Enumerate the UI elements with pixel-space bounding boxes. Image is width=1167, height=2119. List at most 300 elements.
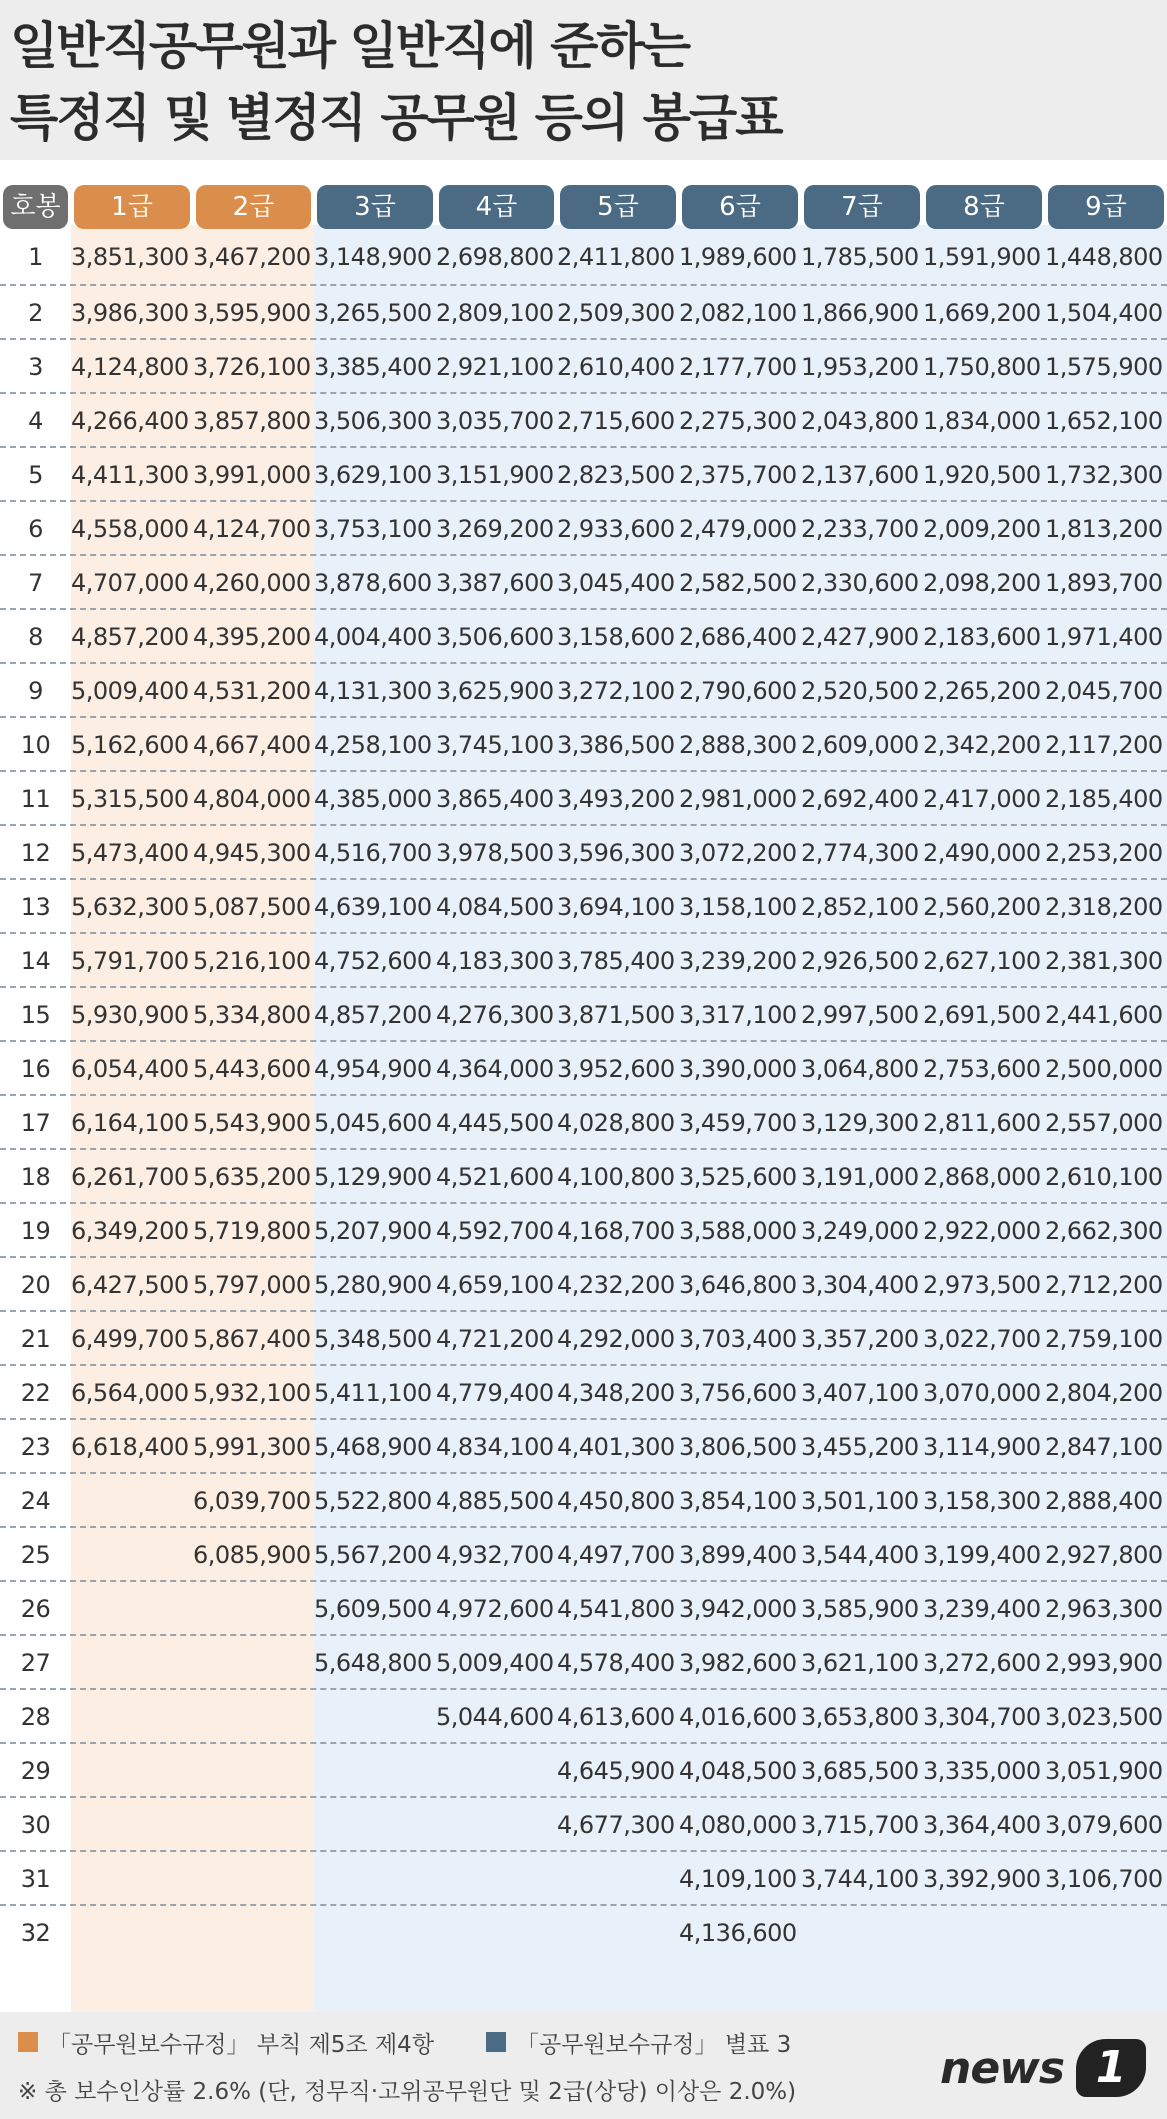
salary-cell: 5,930,900 xyxy=(71,1001,189,1029)
header-hobong: 호봉 xyxy=(3,185,68,229)
salary-cell: 3,455,200 xyxy=(801,1433,919,1461)
salary-cell: 4,401,300 xyxy=(557,1433,675,1461)
table-row xyxy=(0,1796,1167,1850)
hobong-cell: 26 xyxy=(20,1595,51,1623)
salary-cell: 5,009,400 xyxy=(436,1649,554,1677)
salary-cell xyxy=(71,1582,187,1636)
hobong-cell: 3 xyxy=(28,353,43,381)
salary-cell: 3,506,600 xyxy=(436,623,554,651)
salary-cell xyxy=(193,1636,308,1690)
salary-cell: 3,986,300 xyxy=(71,299,189,327)
hobong-cell: 16 xyxy=(20,1055,51,1083)
hobong-cell: 7 xyxy=(28,569,43,597)
hobong-cell: 18 xyxy=(20,1163,51,1191)
salary-cell: 3,467,200 xyxy=(193,243,311,271)
salary-cell: 2,993,900 xyxy=(1045,1649,1163,1677)
salary-cell: 3,239,400 xyxy=(923,1595,1041,1623)
salary-cell: 6,618,400 xyxy=(71,1433,189,1461)
salary-cell: 1,834,000 xyxy=(923,407,1041,435)
salary-cell: 2,753,600 xyxy=(923,1055,1041,1083)
blue-legend-swatch xyxy=(486,2032,506,2052)
salary-cell: 1,591,900 xyxy=(923,243,1041,271)
salary-cell: 3,357,200 xyxy=(801,1325,919,1353)
salary-cell: 5,648,800 xyxy=(314,1649,432,1677)
salary-cell: 1,989,600 xyxy=(679,243,797,271)
title-line-2: 특정직 및 별정직 공무원 등의 봉급표 xyxy=(10,89,782,147)
salary-cell: 1,575,900 xyxy=(1045,353,1163,381)
salary-cell: 4,857,200 xyxy=(314,1001,432,1029)
salary-cell: 3,459,700 xyxy=(679,1109,797,1137)
salary-cell: 4,131,300 xyxy=(314,677,432,705)
salary-cell: 3,386,500 xyxy=(557,731,675,759)
salary-cell: 1,732,300 xyxy=(1045,461,1163,489)
table-row xyxy=(0,1688,1167,1742)
salary-cell: 2,973,500 xyxy=(923,1271,1041,1299)
salary-cell: 3,304,700 xyxy=(923,1703,1041,1731)
table-row xyxy=(0,824,1167,878)
salary-cell: 4,804,000 xyxy=(193,785,311,813)
salary-cell xyxy=(71,1528,187,1582)
salary-cell: 5,632,300 xyxy=(71,893,189,921)
salary-cell: 5,162,600 xyxy=(71,731,189,759)
salary-cell: 4,292,000 xyxy=(557,1325,675,1353)
salary-cell: 6,349,200 xyxy=(71,1217,189,1245)
salary-cell xyxy=(314,1690,430,1744)
salary-cell: 2,981,000 xyxy=(679,785,797,813)
salary-cell: 3,051,900 xyxy=(1045,1757,1163,1785)
hobong-cell: 32 xyxy=(20,1919,51,1947)
salary-cell: 4,232,200 xyxy=(557,1271,675,1299)
salary-cell: 4,578,400 xyxy=(557,1649,675,1677)
hobong-cell: 17 xyxy=(20,1109,51,1137)
salary-cell: 3,390,000 xyxy=(679,1055,797,1083)
hobong-cell: 12 xyxy=(20,839,51,867)
hobong-cell: 21 xyxy=(20,1325,51,1353)
title-line-1: 일반직공무원과 일반직에 준하는 xyxy=(10,17,690,75)
salary-cell xyxy=(314,1852,430,1906)
table-row xyxy=(0,716,1167,770)
salary-cell xyxy=(923,1906,1039,1960)
salary-cell: 5,522,800 xyxy=(314,1487,432,1515)
salary-cell: 5,129,900 xyxy=(314,1163,432,1191)
salary-cell: 3,854,100 xyxy=(679,1487,797,1515)
salary-cell: 4,260,000 xyxy=(193,569,311,597)
table-row xyxy=(0,662,1167,716)
salary-cell: 3,045,400 xyxy=(557,569,675,597)
table-row xyxy=(0,1472,1167,1526)
salary-cell: 1,866,900 xyxy=(801,299,919,327)
salary-cell xyxy=(436,1798,551,1852)
salary-cell: 4,450,800 xyxy=(557,1487,675,1515)
salary-cell: 6,164,100 xyxy=(71,1109,189,1137)
salary-cell: 1,652,100 xyxy=(1045,407,1163,435)
salary-cell: 1,893,700 xyxy=(1045,569,1163,597)
salary-cell: 6,085,900 xyxy=(193,1541,311,1569)
salary-cell: 4,028,800 xyxy=(557,1109,675,1137)
salary-cell xyxy=(71,1906,187,1960)
hobong-cell: 27 xyxy=(20,1649,51,1677)
salary-cell: 2,933,600 xyxy=(557,515,675,543)
salary-cell: 4,667,400 xyxy=(193,731,311,759)
table-row xyxy=(0,1202,1167,1256)
salary-cell xyxy=(314,1906,430,1960)
salary-cell: 2,411,800 xyxy=(557,243,675,271)
hobong-cell: 20 xyxy=(20,1271,51,1299)
salary-cell: 3,991,000 xyxy=(193,461,311,489)
salary-cell: 1,953,200 xyxy=(801,353,919,381)
salary-cell: 2,691,500 xyxy=(923,1001,1041,1029)
hobong-cell: 19 xyxy=(20,1217,51,1245)
salary-cell: 2,888,300 xyxy=(679,731,797,759)
salary-cell: 3,364,400 xyxy=(923,1811,1041,1839)
salary-cell: 3,646,800 xyxy=(679,1271,797,1299)
salary-cell: 4,124,700 xyxy=(193,515,311,543)
salary-cell: 2,610,100 xyxy=(1045,1163,1163,1191)
salary-cell: 4,183,300 xyxy=(436,947,554,975)
hobong-cell: 1 xyxy=(28,243,43,271)
salary-cell: 3,952,600 xyxy=(557,1055,675,1083)
salary-cell: 3,525,600 xyxy=(679,1163,797,1191)
salary-cell: 3,785,400 xyxy=(557,947,675,975)
header-grade-7: 7급 xyxy=(804,185,920,229)
table-row xyxy=(0,1418,1167,1472)
salary-cell: 4,276,300 xyxy=(436,1001,554,1029)
salary-cell xyxy=(71,1744,187,1798)
salary-cell: 4,100,800 xyxy=(557,1163,675,1191)
hobong-cell: 14 xyxy=(20,947,51,975)
salary-cell xyxy=(314,1744,430,1798)
salary-cell: 3,064,800 xyxy=(801,1055,919,1083)
salary-cell: 5,719,800 xyxy=(193,1217,311,1245)
salary-cell: 1,669,200 xyxy=(923,299,1041,327)
salary-cell: 4,016,600 xyxy=(679,1703,797,1731)
salary-cell: 5,334,800 xyxy=(193,1001,311,1029)
salary-cell: 3,239,200 xyxy=(679,947,797,975)
salary-cell: 4,109,100 xyxy=(679,1865,797,1893)
salary-cell xyxy=(314,1798,430,1852)
salary-cell: 2,441,600 xyxy=(1045,1001,1163,1029)
salary-cell: 4,707,000 xyxy=(71,569,189,597)
salary-cell: 4,932,700 xyxy=(436,1541,554,1569)
salary-cell: 2,318,200 xyxy=(1045,893,1163,921)
salary-cell: 3,106,700 xyxy=(1045,1865,1163,1893)
salary-cell: 3,269,200 xyxy=(436,515,554,543)
hobong-cell: 13 xyxy=(20,893,51,921)
salary-cell: 3,114,900 xyxy=(923,1433,1041,1461)
salary-cell: 6,499,700 xyxy=(71,1325,189,1353)
salary-cell: 4,857,200 xyxy=(71,623,189,651)
salary-cell: 5,348,500 xyxy=(314,1325,432,1353)
salary-cell: 2,759,100 xyxy=(1045,1325,1163,1353)
salary-cell: 4,348,200 xyxy=(557,1379,675,1407)
hobong-cell: 23 xyxy=(20,1433,51,1461)
salary-cell: 2,609,000 xyxy=(801,731,919,759)
salary-cell: 4,080,000 xyxy=(679,1811,797,1839)
salary-cell: 1,750,800 xyxy=(923,353,1041,381)
salary-cell xyxy=(71,1852,187,1906)
table-row xyxy=(0,1310,1167,1364)
salary-cell xyxy=(71,1636,187,1690)
salary-cell: 6,039,700 xyxy=(193,1487,311,1515)
salary-cell: 2,847,100 xyxy=(1045,1433,1163,1461)
table-row xyxy=(0,1742,1167,1796)
table-row xyxy=(0,1040,1167,1094)
salary-cell: 3,653,800 xyxy=(801,1703,919,1731)
blue-legend-label: 「공무원보수규정」 별표 3 xyxy=(516,2032,792,2058)
salary-cell: 3,148,900 xyxy=(314,243,432,271)
table-row xyxy=(0,770,1167,824)
salary-cell: 5,045,600 xyxy=(314,1109,432,1137)
salary-cell: 2,183,600 xyxy=(923,623,1041,651)
salary-cell: 1,448,800 xyxy=(1045,243,1163,271)
salary-cell: 1,920,500 xyxy=(923,461,1041,489)
salary-cell: 1,785,500 xyxy=(801,243,919,271)
salary-cell: 3,023,500 xyxy=(1045,1703,1163,1731)
salary-cell: 4,084,500 xyxy=(436,893,554,921)
salary-cell xyxy=(557,1852,673,1906)
header-grade-8: 8급 xyxy=(926,185,1042,229)
salary-cell: 3,151,900 xyxy=(436,461,554,489)
salary-cell: 2,490,000 xyxy=(923,839,1041,867)
salary-cell xyxy=(71,1798,187,1852)
salary-cell: 2,427,900 xyxy=(801,623,919,651)
salary-cell: 3,588,000 xyxy=(679,1217,797,1245)
salary-cell: 5,932,100 xyxy=(193,1379,311,1407)
salary-cell: 5,991,300 xyxy=(193,1433,311,1461)
salary-cell: 5,315,500 xyxy=(71,785,189,813)
header-grade-1: 1급 xyxy=(74,185,190,229)
salary-cell: 2,560,200 xyxy=(923,893,1041,921)
hobong-cell: 8 xyxy=(28,623,43,651)
salary-cell: 3,191,000 xyxy=(801,1163,919,1191)
salary-cell: 3,621,100 xyxy=(801,1649,919,1677)
logo-text: news xyxy=(940,2043,1065,2094)
salary-cell: 2,043,800 xyxy=(801,407,919,435)
salary-cell: 4,659,100 xyxy=(436,1271,554,1299)
salary-cell: 2,921,100 xyxy=(436,353,554,381)
salary-cell: 2,265,200 xyxy=(923,677,1041,705)
table-row xyxy=(0,392,1167,446)
salary-cell: 2,888,400 xyxy=(1045,1487,1163,1515)
table-row xyxy=(0,446,1167,500)
header-grade-5: 5급 xyxy=(560,185,676,229)
salary-cell: 3,544,400 xyxy=(801,1541,919,1569)
salary-cell: 4,258,100 xyxy=(314,731,432,759)
salary-cell: 5,009,400 xyxy=(71,677,189,705)
hobong-cell: 24 xyxy=(20,1487,51,1515)
salary-cell: 2,662,300 xyxy=(1045,1217,1163,1245)
salary-cell: 3,851,300 xyxy=(71,243,189,271)
salary-cell: 2,686,400 xyxy=(679,623,797,651)
salary-cell: 3,585,900 xyxy=(801,1595,919,1623)
salary-cell: 2,811,600 xyxy=(923,1109,1041,1137)
salary-cell: 4,124,800 xyxy=(71,353,189,381)
salary-cell: 3,070,000 xyxy=(923,1379,1041,1407)
salary-cell: 3,335,000 xyxy=(923,1757,1041,1785)
salary-cell: 2,926,500 xyxy=(801,947,919,975)
news1-logo xyxy=(940,2039,1150,2099)
table-row xyxy=(0,1148,1167,1202)
salary-cell: 2,557,000 xyxy=(1045,1109,1163,1137)
salary-cell: 2,692,400 xyxy=(801,785,919,813)
salary-cell: 3,982,600 xyxy=(679,1649,797,1677)
salary-cell: 3,506,300 xyxy=(314,407,432,435)
salary-cell: 4,954,900 xyxy=(314,1055,432,1083)
table-row xyxy=(0,1256,1167,1310)
salary-cell: 2,275,300 xyxy=(679,407,797,435)
salary-cell: 4,885,500 xyxy=(436,1487,554,1515)
salary-cell: 3,899,400 xyxy=(679,1541,797,1569)
table-row xyxy=(0,1850,1167,1904)
salary-cell: 3,806,500 xyxy=(679,1433,797,1461)
salary-cell: 2,479,000 xyxy=(679,515,797,543)
table-row xyxy=(0,1634,1167,1688)
salary-cell: 2,868,000 xyxy=(923,1163,1041,1191)
salary-cell: 5,609,500 xyxy=(314,1595,432,1623)
salary-cell: 3,685,500 xyxy=(801,1757,919,1785)
salary-cell: 5,207,900 xyxy=(314,1217,432,1245)
salary-cell xyxy=(193,1798,308,1852)
table-row xyxy=(0,284,1167,338)
salary-cell: 3,272,600 xyxy=(923,1649,1041,1677)
salary-cell: 4,541,800 xyxy=(557,1595,675,1623)
salary-cell: 2,509,300 xyxy=(557,299,675,327)
salary-cell: 3,129,300 xyxy=(801,1109,919,1137)
table-row xyxy=(0,1904,1167,1958)
footer xyxy=(0,2012,1167,2119)
salary-cell: 2,520,500 xyxy=(801,677,919,705)
salary-cell: 3,878,600 xyxy=(314,569,432,597)
salary-cell: 5,087,500 xyxy=(193,893,311,921)
salary-cell: 2,009,200 xyxy=(923,515,1041,543)
salary-cell xyxy=(1045,1906,1161,1960)
hobong-cell: 9 xyxy=(28,677,43,705)
salary-cell: 3,703,400 xyxy=(679,1325,797,1353)
salary-cell: 2,963,300 xyxy=(1045,1595,1163,1623)
salary-cell: 4,136,600 xyxy=(679,1919,797,1947)
salary-cell: 3,753,100 xyxy=(314,515,432,543)
table-row xyxy=(0,230,1167,284)
salary-cell: 2,922,000 xyxy=(923,1217,1041,1245)
salary-cell: 3,744,100 xyxy=(801,1865,919,1893)
salary-cell: 5,567,200 xyxy=(314,1541,432,1569)
salary-cell: 2,774,300 xyxy=(801,839,919,867)
salary-cell: 2,137,600 xyxy=(801,461,919,489)
salary-cell: 5,468,900 xyxy=(314,1433,432,1461)
header-grade-2: 2급 xyxy=(196,185,311,229)
salary-cell: 3,035,700 xyxy=(436,407,554,435)
salary-cell: 2,715,600 xyxy=(557,407,675,435)
salary-cell: 1,813,200 xyxy=(1045,515,1163,543)
salary-cell: 3,265,500 xyxy=(314,299,432,327)
hobong-cell: 2 xyxy=(28,299,43,327)
salary-cell: 2,997,500 xyxy=(801,1001,919,1029)
salary-cell: 3,857,800 xyxy=(193,407,311,435)
salary-cell: 4,521,600 xyxy=(436,1163,554,1191)
salary-cell: 2,045,700 xyxy=(1045,677,1163,705)
salary-cell: 5,635,200 xyxy=(193,1163,311,1191)
salary-cell: 4,168,700 xyxy=(557,1217,675,1245)
salary-cell: 4,645,900 xyxy=(557,1757,675,1785)
salary-cell: 3,694,100 xyxy=(557,893,675,921)
salary-cell xyxy=(71,1690,187,1744)
salary-cell: 3,726,100 xyxy=(193,353,311,381)
salary-cell: 5,411,100 xyxy=(314,1379,432,1407)
table-row xyxy=(0,986,1167,1040)
salary-cell: 2,375,700 xyxy=(679,461,797,489)
salary-cell: 4,721,200 xyxy=(436,1325,554,1353)
salary-cell xyxy=(193,1744,308,1798)
salary-cell: 4,639,100 xyxy=(314,893,432,921)
salary-cell: 4,497,700 xyxy=(557,1541,675,1569)
hobong-cell: 25 xyxy=(20,1541,51,1569)
salary-cell: 6,564,000 xyxy=(71,1379,189,1407)
salary-cell: 3,865,400 xyxy=(436,785,554,813)
salary-cell: 2,582,500 xyxy=(679,569,797,597)
salary-cell: 5,791,700 xyxy=(71,947,189,975)
salary-cell: 2,417,000 xyxy=(923,785,1041,813)
salary-cell: 4,945,300 xyxy=(193,839,311,867)
table-row xyxy=(0,554,1167,608)
salary-cell: 3,501,100 xyxy=(801,1487,919,1515)
salary-cell: 3,756,600 xyxy=(679,1379,797,1407)
salary-cell: 6,427,500 xyxy=(71,1271,189,1299)
table-row xyxy=(0,608,1167,662)
salary-cell: 2,185,400 xyxy=(1045,785,1163,813)
salary-cell xyxy=(557,1906,673,1960)
salary-cell: 3,158,100 xyxy=(679,893,797,921)
salary-cell: 5,867,400 xyxy=(193,1325,311,1353)
salary-cell xyxy=(801,1906,917,1960)
salary-cell: 4,048,500 xyxy=(679,1757,797,1785)
salary-cell: 4,834,100 xyxy=(436,1433,554,1461)
salary-cell: 4,364,000 xyxy=(436,1055,554,1083)
salary-cell: 2,698,800 xyxy=(436,243,554,271)
salary-cell: 4,592,700 xyxy=(436,1217,554,1245)
salary-cell: 3,493,200 xyxy=(557,785,675,813)
salary-cell: 6,261,700 xyxy=(71,1163,189,1191)
salary-cell: 4,445,500 xyxy=(436,1109,554,1137)
salary-cell: 2,852,100 xyxy=(801,893,919,921)
salary-cell: 3,249,000 xyxy=(801,1217,919,1245)
salary-cell: 3,272,100 xyxy=(557,677,675,705)
hobong-cell: 28 xyxy=(20,1703,51,1731)
salary-cell: 2,253,200 xyxy=(1045,839,1163,867)
salary-cell: 3,158,600 xyxy=(557,623,675,651)
salary-cell: 2,927,800 xyxy=(1045,1541,1163,1569)
hobong-cell: 4 xyxy=(28,407,43,435)
salary-cell: 3,158,300 xyxy=(923,1487,1041,1515)
salary-cell: 5,443,600 xyxy=(193,1055,311,1083)
hobong-cell: 22 xyxy=(20,1379,51,1407)
salary-cell: 3,304,400 xyxy=(801,1271,919,1299)
salary-cell: 4,411,300 xyxy=(71,461,189,489)
salary-cell: 2,381,300 xyxy=(1045,947,1163,975)
salary-cell xyxy=(436,1744,551,1798)
salary-cell: 5,044,600 xyxy=(436,1703,554,1731)
salary-cell: 2,117,200 xyxy=(1045,731,1163,759)
orange-legend-label: 「공무원보수규정」 부칙 제5조 제4항 xyxy=(48,2032,435,2058)
salary-cell: 6,054,400 xyxy=(71,1055,189,1083)
salary-cell: 5,216,100 xyxy=(193,947,311,975)
header-grade-6: 6급 xyxy=(682,185,798,229)
orange-legend-swatch xyxy=(18,2032,38,2052)
salary-cell: 2,098,200 xyxy=(923,569,1041,597)
salary-cell: 3,392,900 xyxy=(923,1865,1041,1893)
salary-cell xyxy=(193,1906,308,1960)
salary-cell: 4,558,000 xyxy=(71,515,189,543)
salary-cell: 3,022,700 xyxy=(923,1325,1041,1353)
